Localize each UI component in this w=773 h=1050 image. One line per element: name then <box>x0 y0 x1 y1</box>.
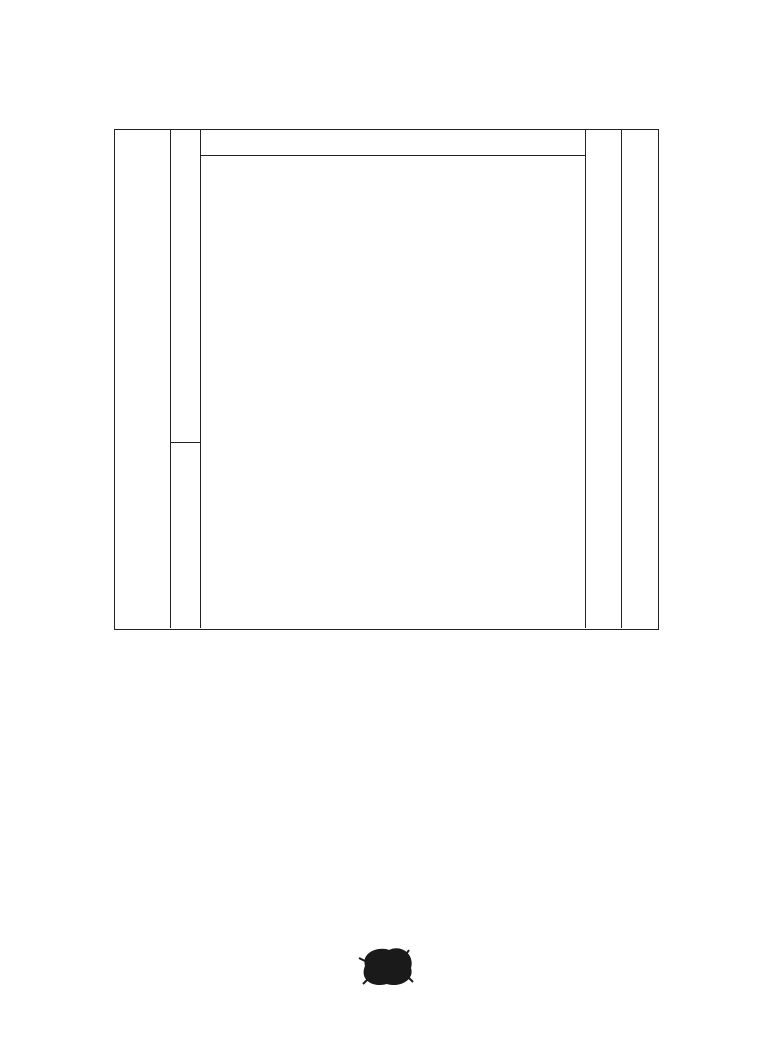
morning-cell <box>171 130 201 443</box>
lodging-cell <box>622 130 657 628</box>
page-number <box>357 944 417 988</box>
meals-cell <box>585 130 622 628</box>
theme-row <box>201 130 585 156</box>
afternoon-cell <box>171 443 201 628</box>
day-cell <box>115 130 171 628</box>
schedule-table <box>114 129 659 630</box>
